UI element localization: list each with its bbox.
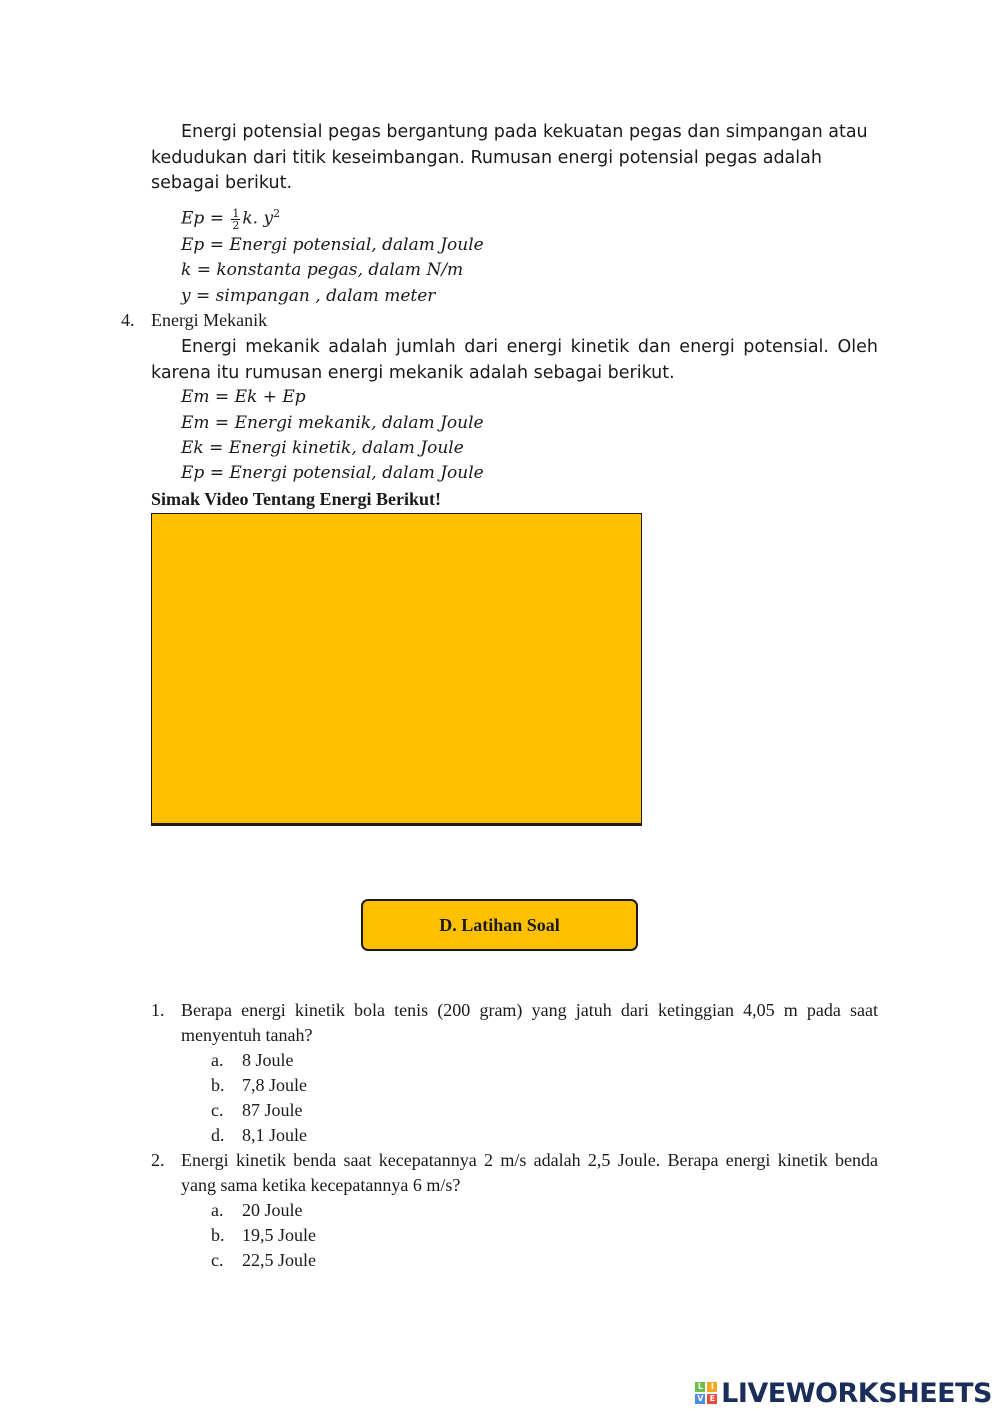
em-def-ek: Ek = Energi kinetik, dalam Joule <box>181 438 464 458</box>
question-1-option-b[interactable] <box>211 1073 307 1098</box>
option-text: 20 Joule <box>242 1200 303 1220</box>
section-d-title: D. Latihan Soal <box>439 914 560 935</box>
logo-mark-v: V <box>695 1394 705 1404</box>
section4-title: Energi Mekanik <box>151 310 268 330</box>
question-1-option-d[interactable] <box>211 1123 307 1148</box>
liveworksheets-logo[interactable] <box>695 1378 992 1408</box>
question-text: Berapa energi kinetik bola tenis (200 gram) yang jatuh dari ketinggian 4,05 m pada saat menyentuh tanah? <box>181 1000 878 1045</box>
section4-paragraph: Energi mekanik adalah jumlah dari energi kinetik dan energi potensial. Oleh karena itu rumusan energi mekanik adalah sebagai berikut. <box>151 337 878 383</box>
option-text: 22,5 Joule <box>242 1250 316 1270</box>
question-number: 1. <box>151 1000 165 1020</box>
formula-ep-rhs: k. y <box>242 208 274 229</box>
logo-mark-i: I <box>707 1382 717 1392</box>
question-1 <box>151 998 878 1048</box>
section4-number: 4. <box>121 310 135 330</box>
intro-paragraph: Energi potensial pegas bergantung pada kekuatan pegas dan simpangan atau kedudukan dari titik keseimbangan. Rumusan energi potensial pegas adalah sebagai berikut. <box>151 122 868 193</box>
question-2 <box>151 1148 878 1198</box>
question-2-option-c[interactable] <box>211 1248 316 1273</box>
option-letter: c. <box>211 1100 224 1120</box>
formula-ep-lhs: Ep = <box>181 208 230 229</box>
option-letter: b. <box>211 1225 225 1245</box>
em-def-em: Em = Energi mekanik, dalam Joule <box>181 413 484 433</box>
logo-text: LIVEWORKSHEETS <box>721 1377 992 1409</box>
formula-ep-fraction <box>231 208 240 231</box>
formula-ep-exponent: 2 <box>273 207 281 220</box>
formula-em: Em = Ek + Ep <box>181 387 306 407</box>
fraction-denominator: 2 <box>232 218 240 232</box>
option-text: 87 Joule <box>242 1100 303 1120</box>
ep-def-energy: Ep = Energi potensial, dalam Joule <box>181 235 484 255</box>
option-letter: d. <box>211 1125 225 1145</box>
question-2-option-b[interactable] <box>211 1223 316 1248</box>
logo-mark-l: L <box>695 1382 705 1392</box>
question-2-option-a[interactable] <box>211 1198 303 1223</box>
section4-heading <box>121 310 267 331</box>
video-heading: Simak Video Tentang Energi Berikut! <box>151 489 442 509</box>
logo-mark-e: E <box>707 1394 717 1404</box>
option-letter: a. <box>211 1050 224 1070</box>
option-text: 7,8 Joule <box>242 1075 307 1095</box>
ep-def-y: y = simpangan , dalam meter <box>181 286 436 306</box>
logo-mark-icon <box>695 1382 717 1404</box>
option-text: 19,5 Joule <box>242 1225 316 1245</box>
question-text: Energi kinetik benda saat kecepatannya 2 m/s adalah 2,5 Joule. Berapa energi kinetik benda yang sama ketika kecepatannya 6 m/s? <box>181 1150 878 1195</box>
option-letter: b. <box>211 1075 225 1095</box>
section-d-box <box>361 899 638 951</box>
formula-ep <box>181 203 280 231</box>
em-def-ep: Ep = Energi potensial, dalam Joule <box>181 463 484 483</box>
question-number: 2. <box>151 1150 165 1170</box>
ep-def-k: k = konstanta pegas, dalam N/m <box>181 260 464 280</box>
option-letter: a. <box>211 1200 224 1220</box>
question-1-option-a[interactable] <box>211 1048 294 1073</box>
option-text: 8,1 Joule <box>242 1125 307 1145</box>
option-letter: c. <box>211 1250 224 1270</box>
question-1-option-c[interactable] <box>211 1098 303 1123</box>
fraction-numerator: 1 <box>232 206 240 220</box>
video-placeholder[interactable] <box>151 513 642 826</box>
option-text: 8 Joule <box>242 1050 294 1070</box>
